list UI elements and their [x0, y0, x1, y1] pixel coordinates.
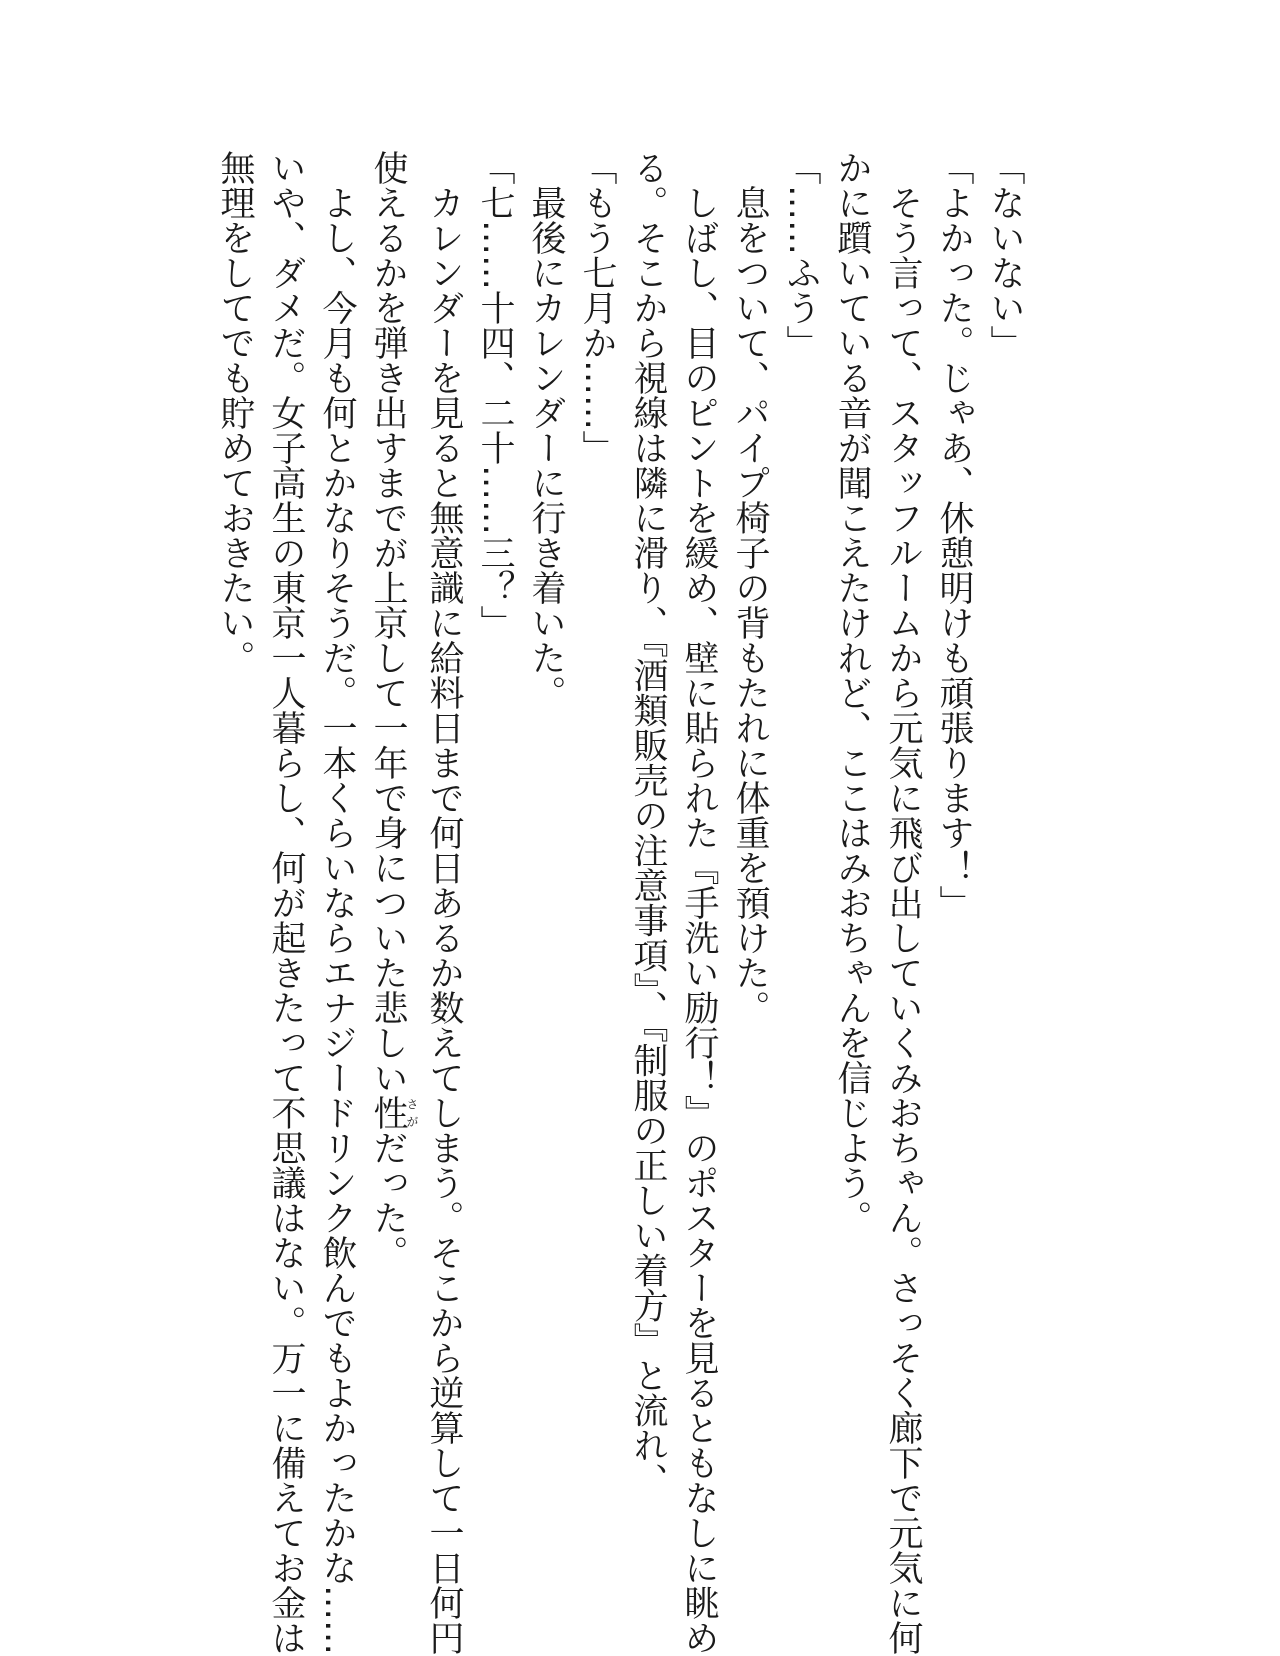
text-line-9: 「もう七月か……」 — [577, 150, 617, 465]
text-line-14: よし、今月も何とかなりそうだ。一本くらいならエナジードリンク飲んでもよかったかな…… — [317, 150, 357, 1655]
text-line-8: る。そこから視線は隣に滑り、『酒類販売の注意事項』、『制服の正しい着方』と流れ、 — [628, 150, 668, 1498]
text-line-6: 息をついて、パイプ椅子の背もたれに体重を預けた。 — [730, 150, 770, 1025]
text-line-12: カレンダーを見ると無意識に給料日まで何日あるか数えてしまう。そこから逆算して一日何円 — [424, 150, 464, 1655]
text-line-5: 「……ふう」 — [781, 150, 821, 360]
text-line-11: 「七……十四、二十……三？」 — [475, 150, 515, 640]
ruby-base: 性 — [368, 1095, 408, 1130]
text-line-10: 最後にカレンダーに行き着いた。 — [526, 150, 566, 710]
text-line-15: いや、ダメだ。女子高生の東京一人暮らし、何が起きたって不思議はない。万一に備えてお金は — [266, 150, 306, 1655]
vertical-text-body — [209, 150, 1030, 1655]
text-line-13 — [362, 150, 418, 1530]
text-line-13-tail: だった。 — [368, 1130, 408, 1270]
ruby-reading: さが — [405, 1095, 419, 1130]
text-line-2: 「よかった。じゃあ、休憩明けも頑張ります！」 — [934, 150, 974, 920]
text-line-16: 無理をしてでも貯めておきたい。 — [215, 150, 255, 675]
text-line-3: そう言って、スタッフルームから元気に飛び出していくみおちゃん。さっそく廊下で元気に何 — [883, 150, 923, 1655]
text-line-7: しばし、目のピントを緩め、壁に貼られた『手洗い励行！』のポスターを見るともなしに眺め — [679, 150, 719, 1655]
ruby-annotation — [368, 1095, 419, 1130]
text-line-1: 「ないない」 — [985, 150, 1025, 360]
text-line-4: かに躓いている音が聞こえたけれど、ここはみおちゃんを信じよう。 — [832, 150, 872, 1235]
text-line-13-body: 使えるかを弾き出すまでが上京して一年で身についた悲しい — [368, 150, 408, 1095]
